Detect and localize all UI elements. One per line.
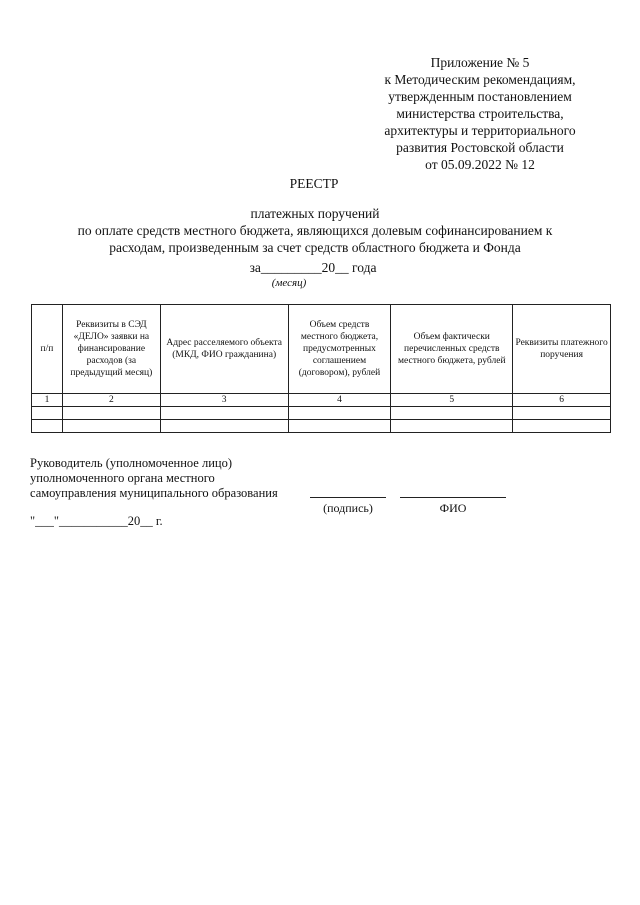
month-hint: (месяц)	[271, 277, 307, 289]
column-number-row	[32, 394, 611, 407]
appendix-line: от 05.09.2022 № 12	[425, 157, 535, 172]
table-row	[32, 420, 611, 433]
table-cell	[32, 420, 63, 433]
signatory-line: уполномоченного органа местного	[30, 471, 215, 485]
appendix-block	[350, 54, 610, 173]
appendix-line: развития Ростовской области	[396, 140, 564, 155]
signature-caption: (подпись)	[323, 501, 373, 515]
table-cell	[288, 420, 391, 433]
date-line: "___"___________20__ г.	[30, 514, 163, 528]
registry-table	[31, 304, 611, 433]
registry-title: РЕЕСТР	[289, 176, 339, 191]
period-line: за_________20__ года	[249, 260, 377, 275]
table-cell	[513, 407, 611, 420]
signatory-block	[30, 456, 278, 501]
table-cell	[32, 407, 63, 420]
table-cell	[391, 407, 513, 420]
table-cell	[160, 407, 288, 420]
name-caption: ФИО	[439, 501, 467, 515]
appendix-line: министерства строительства,	[396, 106, 564, 121]
header-cell: Объем средств местного бюджета, предусмотренных соглашением (договором), рублей	[288, 305, 391, 394]
subtitle-line: платежных поручений	[250, 206, 380, 221]
column-number: 2	[62, 394, 160, 407]
column-number: 5	[391, 394, 513, 407]
table-cell	[62, 407, 160, 420]
column-number: 3	[160, 394, 288, 407]
header-cell: Реквизиты в СЭД «ДЕЛО» заявки на финансирование расходов (за предыдущий месяц)	[62, 305, 160, 394]
subtitle-line: по оплате средств местного бюджета, являющихся долевым софинансированием к	[77, 223, 553, 238]
header-cell: Адрес расселяемого объекта (МКД, ФИО гражданина)	[160, 305, 288, 394]
column-number: 6	[513, 394, 611, 407]
registry-subtitle	[30, 205, 600, 256]
appendix-line: к Методическим рекомендациям,	[384, 72, 576, 87]
signatory-line: самоуправления муниципального образования	[30, 486, 278, 500]
appendix-line: утвержденным постановлением	[388, 89, 572, 104]
table-cell	[391, 420, 513, 433]
header-cell: Реквизиты платежного поручения	[513, 305, 611, 394]
header-cell: п/п	[32, 305, 63, 394]
column-number: 4	[288, 394, 391, 407]
appendix-line: архитектуры и территориального	[384, 123, 576, 138]
table-cell	[62, 420, 160, 433]
signatory-line: Руководитель (уполномоченное лицо)	[30, 456, 233, 470]
table-cell	[160, 420, 288, 433]
header-cell: Объем фактически перечисленных средств местного бюджета, рублей	[391, 305, 513, 394]
subtitle-line: расходам, произведенным за счет средств областного бюджета и Фонда	[109, 240, 521, 255]
table-cell	[513, 420, 611, 433]
column-number: 1	[32, 394, 63, 407]
appendix-line: Приложение № 5	[430, 55, 530, 70]
name-line	[400, 497, 506, 498]
table-row	[32, 407, 611, 420]
signature-line	[310, 497, 386, 498]
table-header-row	[32, 305, 611, 394]
table-cell	[288, 407, 391, 420]
